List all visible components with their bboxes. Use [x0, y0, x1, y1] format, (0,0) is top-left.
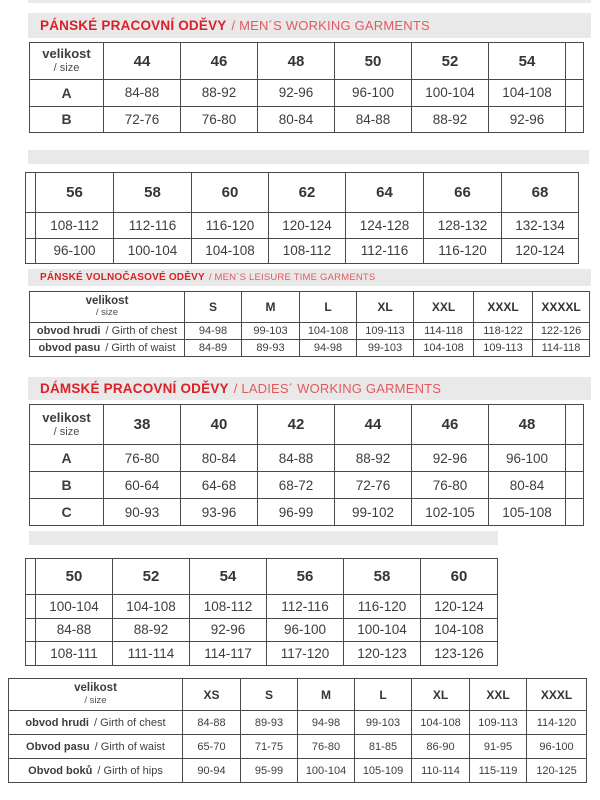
size-range-cell: 96-100	[527, 735, 587, 759]
table-row	[26, 618, 498, 642]
table-row	[30, 106, 584, 133]
table-row	[9, 735, 587, 759]
size-column-header: 52	[113, 559, 190, 595]
size-range-cell: 84-88	[335, 106, 412, 133]
size-range-cell: 96-100	[36, 238, 114, 264]
size-range-cell: 114-118	[533, 340, 590, 357]
size-label-corner-cell	[30, 43, 104, 80]
size-range-cell: 115-119	[470, 759, 527, 783]
size-range-cell: 100-104	[36, 595, 113, 619]
header-row	[30, 43, 584, 80]
size-range-cell: 124-128	[346, 213, 424, 239]
size-range-cell: 84-88	[183, 711, 241, 735]
size-range-cell: 94-98	[300, 340, 357, 357]
header-row	[26, 173, 579, 213]
size-column-header: 54	[190, 559, 267, 595]
size-range-cell: 100-104	[114, 238, 192, 264]
table-row	[30, 499, 584, 526]
corner-label-line1: velikost	[42, 46, 91, 62]
size-range-cell: 120-124	[421, 595, 498, 619]
size-column-header: 52	[412, 43, 489, 80]
size-range-cell: 100-104	[412, 80, 489, 107]
cutoff-column-fragment	[26, 595, 36, 619]
table-row	[9, 711, 587, 735]
corner-label-line2: / size	[95, 307, 119, 319]
size-table	[29, 291, 590, 357]
size-column-header: XXXXL	[533, 292, 590, 323]
size-column-header: L	[355, 679, 412, 711]
size-range-cell: 96-100	[335, 80, 412, 107]
size-range-cell: 120-124	[269, 213, 346, 239]
header-row	[26, 559, 498, 595]
size-range-cell: 80-84	[181, 445, 258, 472]
size-range-cell: 65-70	[183, 735, 241, 759]
size-range-cell: 88-92	[412, 106, 489, 133]
row-label-czech: obvod hrudi	[25, 716, 89, 729]
size-range-cell: 96-100	[267, 618, 344, 642]
size-column-header: XXXL	[527, 679, 587, 711]
table-row	[30, 445, 584, 472]
size-range-cell: 112-116	[267, 595, 344, 619]
table-row	[26, 595, 498, 619]
size-column-header: 50	[335, 43, 412, 80]
corner-label-line1: velikost	[85, 294, 129, 307]
table-row	[30, 472, 584, 499]
size-range-cell: 108-111	[36, 642, 113, 666]
corner-label-line2: / size	[53, 62, 80, 75]
section-title-english: / MEN´S LEISURE TIME GARMENTS	[208, 272, 376, 283]
cutoff-column-fragment	[26, 213, 36, 239]
size-range-cell: 89-93	[241, 711, 298, 735]
size-range-cell: 84-88	[36, 618, 113, 642]
size-label-corner-cell	[30, 405, 104, 445]
size-column-header: 58	[344, 559, 421, 595]
section-divider-bar	[28, 150, 589, 164]
header-row	[30, 292, 590, 323]
size-table	[25, 558, 498, 666]
row-label: A	[30, 445, 104, 472]
size-range-cell: 114-120	[527, 711, 587, 735]
size-range-cell: 104-108	[489, 80, 566, 107]
size-range-cell: 94-98	[185, 323, 242, 340]
size-column-header: 62	[269, 173, 346, 213]
cutoff-column-fragment	[26, 642, 36, 666]
size-column-header: 46	[412, 405, 489, 445]
size-range-cell: 76-80	[412, 472, 489, 499]
corner-label-line1: velikost	[42, 409, 91, 425]
size-range-cell: 109-113	[357, 323, 414, 340]
size-range-cell: 114-118	[414, 323, 474, 340]
size-column-header: 56	[36, 173, 114, 213]
size-range-cell: 72-76	[104, 106, 181, 133]
size-column-header: 48	[258, 43, 335, 80]
row-label	[9, 711, 183, 735]
size-range-cell: 104-108	[421, 618, 498, 642]
row-label	[9, 759, 183, 783]
size-table-mens-leisure	[29, 291, 590, 357]
size-range-cell: 88-92	[113, 618, 190, 642]
table-row	[30, 323, 590, 340]
size-table-mens-working-1	[29, 42, 584, 133]
size-range-cell: 84-89	[185, 340, 242, 357]
size-column-header: 44	[335, 405, 412, 445]
size-column-header: 44	[104, 43, 181, 80]
size-range-cell: 109-113	[474, 340, 533, 357]
table-row	[26, 238, 579, 264]
size-range-cell: 104-108	[300, 323, 357, 340]
size-table-mens-working-2	[25, 172, 579, 264]
size-range-cell: 80-84	[489, 472, 566, 499]
size-range-cell: 100-104	[344, 618, 421, 642]
section-title-english: / LADIES´ WORKING GARMENTS	[233, 381, 442, 396]
table-row	[30, 80, 584, 107]
cutoff-column-fragment	[566, 499, 584, 526]
size-column-header: XXL	[470, 679, 527, 711]
size-range-cell: 108-112	[190, 595, 267, 619]
cutoff-column-fragment	[566, 405, 584, 445]
size-range-cell: 109-113	[470, 711, 527, 735]
top-divider-bar	[28, 0, 591, 3]
section-title-mens-working	[28, 13, 591, 38]
size-range-cell: 99-103	[357, 340, 414, 357]
corner-label-line2: / size	[53, 425, 80, 438]
size-column-header: XXL	[414, 292, 474, 323]
table-row	[30, 340, 590, 357]
row-label-czech: obvod pasu	[38, 342, 101, 354]
size-range-cell: 114-117	[190, 642, 267, 666]
size-column-header: 60	[421, 559, 498, 595]
size-range-cell: 91-95	[470, 735, 527, 759]
section-title-czech: PÁNSKÉ VOLNOČASOVÉ ODĚVY	[40, 272, 205, 283]
size-range-cell: 64-68	[181, 472, 258, 499]
size-table-ladies-sizes	[8, 678, 587, 783]
size-range-cell: 117-120	[267, 642, 344, 666]
size-column-header: 58	[114, 173, 192, 213]
cutoff-column-fragment	[566, 106, 584, 133]
size-range-cell: 104-108	[192, 238, 269, 264]
size-range-cell: 111-114	[113, 642, 190, 666]
section-title-czech: PÁNSKÉ PRACOVNÍ ODĚVY	[40, 18, 227, 33]
size-column-header: 60	[192, 173, 269, 213]
size-column-header: 64	[346, 173, 424, 213]
size-range-cell: 128-132	[424, 213, 502, 239]
size-range-cell: 105-108	[489, 499, 566, 526]
size-label-corner-cell	[9, 679, 183, 711]
size-range-cell: 92-96	[190, 618, 267, 642]
size-column-header: M	[298, 679, 355, 711]
size-column-header: XL	[357, 292, 414, 323]
size-range-cell: 102-105	[412, 499, 489, 526]
cutoff-column-fragment	[26, 238, 36, 264]
corner-label-line2: / size	[84, 694, 107, 706]
size-column-header: XS	[183, 679, 241, 711]
row-label-english: / Girth of chest	[102, 325, 178, 337]
size-range-cell: 80-84	[258, 106, 335, 133]
size-range-cell: 120-124	[502, 238, 579, 264]
size-range-cell: 104-108	[113, 595, 190, 619]
size-range-cell: 116-120	[192, 213, 269, 239]
size-range-cell: 96-99	[258, 499, 335, 526]
size-range-cell: 118-122	[474, 323, 533, 340]
size-column-header: 38	[104, 405, 181, 445]
size-range-cell: 93-96	[181, 499, 258, 526]
size-range-cell: 86-90	[412, 735, 470, 759]
size-column-header: 68	[502, 173, 579, 213]
size-column-header: S	[185, 292, 242, 323]
table-row	[26, 642, 498, 666]
cutoff-column-fragment	[26, 559, 36, 595]
size-range-cell: 84-88	[104, 80, 181, 107]
size-column-header: 42	[258, 405, 335, 445]
row-label: B	[30, 106, 104, 133]
section-title-mens-leisure	[28, 269, 591, 286]
size-range-cell: 94-98	[298, 711, 355, 735]
size-column-header: 50	[36, 559, 113, 595]
size-range-cell: 96-100	[489, 445, 566, 472]
row-label: C	[30, 499, 104, 526]
size-column-header: XL	[412, 679, 470, 711]
row-label: B	[30, 472, 104, 499]
row-label-english: / Girth of waist	[91, 740, 165, 753]
size-column-header: 54	[489, 43, 566, 80]
row-label	[30, 323, 185, 340]
cutoff-column-fragment	[26, 173, 36, 213]
size-range-cell: 116-120	[424, 238, 502, 264]
row-label-czech: Obvod boků	[28, 764, 93, 777]
size-range-cell: 99-103	[355, 711, 412, 735]
header-row	[9, 679, 587, 711]
size-range-cell: 110-114	[412, 759, 470, 783]
corner-label-line1: velikost	[74, 682, 117, 695]
size-range-cell: 132-134	[502, 213, 579, 239]
row-label-czech: obvod hrudi	[36, 325, 101, 337]
size-range-cell: 92-96	[489, 106, 566, 133]
cutoff-column-fragment	[566, 43, 584, 80]
size-range-cell: 100-104	[298, 759, 355, 783]
size-range-cell: 108-112	[269, 238, 346, 264]
size-column-header: 40	[181, 405, 258, 445]
size-range-cell: 84-88	[258, 445, 335, 472]
size-column-header: M	[242, 292, 300, 323]
size-range-cell: 68-72	[258, 472, 335, 499]
row-label-english: / Girth of chest	[90, 716, 166, 729]
size-range-cell: 92-96	[258, 80, 335, 107]
size-label-corner-cell	[30, 292, 185, 323]
cutoff-column-fragment	[566, 445, 584, 472]
row-label	[9, 735, 183, 759]
size-range-cell: 90-94	[183, 759, 241, 783]
cutoff-column-fragment	[26, 618, 36, 642]
size-range-cell: 104-108	[412, 711, 470, 735]
section-title-english: / MEN´S WORKING GARMENTS	[231, 18, 430, 33]
size-range-cell: 99-103	[242, 323, 300, 340]
size-column-header: 66	[424, 173, 502, 213]
row-label-english: / Girth of hips	[94, 764, 163, 777]
size-range-cell: 120-125	[527, 759, 587, 783]
size-table	[25, 172, 579, 264]
size-table	[29, 404, 584, 526]
table-row	[26, 213, 579, 239]
cutoff-column-fragment	[566, 472, 584, 499]
size-range-cell: 88-92	[335, 445, 412, 472]
size-table-ladies-working-2	[25, 558, 498, 666]
header-row	[30, 405, 584, 445]
size-range-cell: 104-108	[414, 340, 474, 357]
size-range-cell: 71-75	[241, 735, 298, 759]
size-range-cell: 112-116	[346, 238, 424, 264]
size-range-cell: 123-126	[421, 642, 498, 666]
table-row	[9, 759, 587, 783]
size-range-cell: 76-80	[298, 735, 355, 759]
section-title-ladies-working	[28, 377, 591, 400]
size-range-cell: 60-64	[104, 472, 181, 499]
size-range-cell: 88-92	[181, 80, 258, 107]
row-label	[30, 340, 185, 357]
size-range-cell: 89-93	[242, 340, 300, 357]
size-column-header: S	[241, 679, 298, 711]
size-column-header: L	[300, 292, 357, 323]
cutoff-column-fragment	[566, 80, 584, 107]
size-range-cell: 116-120	[344, 595, 421, 619]
size-range-cell: 120-123	[344, 642, 421, 666]
size-column-header: 56	[267, 559, 344, 595]
row-label: A	[30, 80, 104, 107]
size-range-cell: 105-109	[355, 759, 412, 783]
size-range-cell: 81-85	[355, 735, 412, 759]
row-label-english: / Girth of waist	[102, 342, 176, 354]
size-range-cell: 90-93	[104, 499, 181, 526]
size-range-cell: 72-76	[335, 472, 412, 499]
size-range-cell: 122-126	[533, 323, 590, 340]
size-range-cell: 108-112	[36, 213, 114, 239]
size-table	[8, 678, 587, 783]
row-label-czech: Obvod pasu	[26, 740, 90, 753]
size-range-cell: 112-116	[114, 213, 192, 239]
size-range-cell: 92-96	[412, 445, 489, 472]
size-column-header: 48	[489, 405, 566, 445]
section-divider-bar	[29, 531, 498, 545]
size-range-cell: 95-99	[241, 759, 298, 783]
size-column-header: 46	[181, 43, 258, 80]
size-column-header: XXXL	[474, 292, 533, 323]
section-title-czech: DÁMSKÉ PRACOVNÍ ODĚVY	[40, 381, 229, 396]
size-range-cell: 76-80	[104, 445, 181, 472]
size-range-cell: 76-80	[181, 106, 258, 133]
size-table-ladies-working-1	[29, 404, 584, 526]
size-range-cell: 99-102	[335, 499, 412, 526]
size-table	[29, 42, 584, 133]
